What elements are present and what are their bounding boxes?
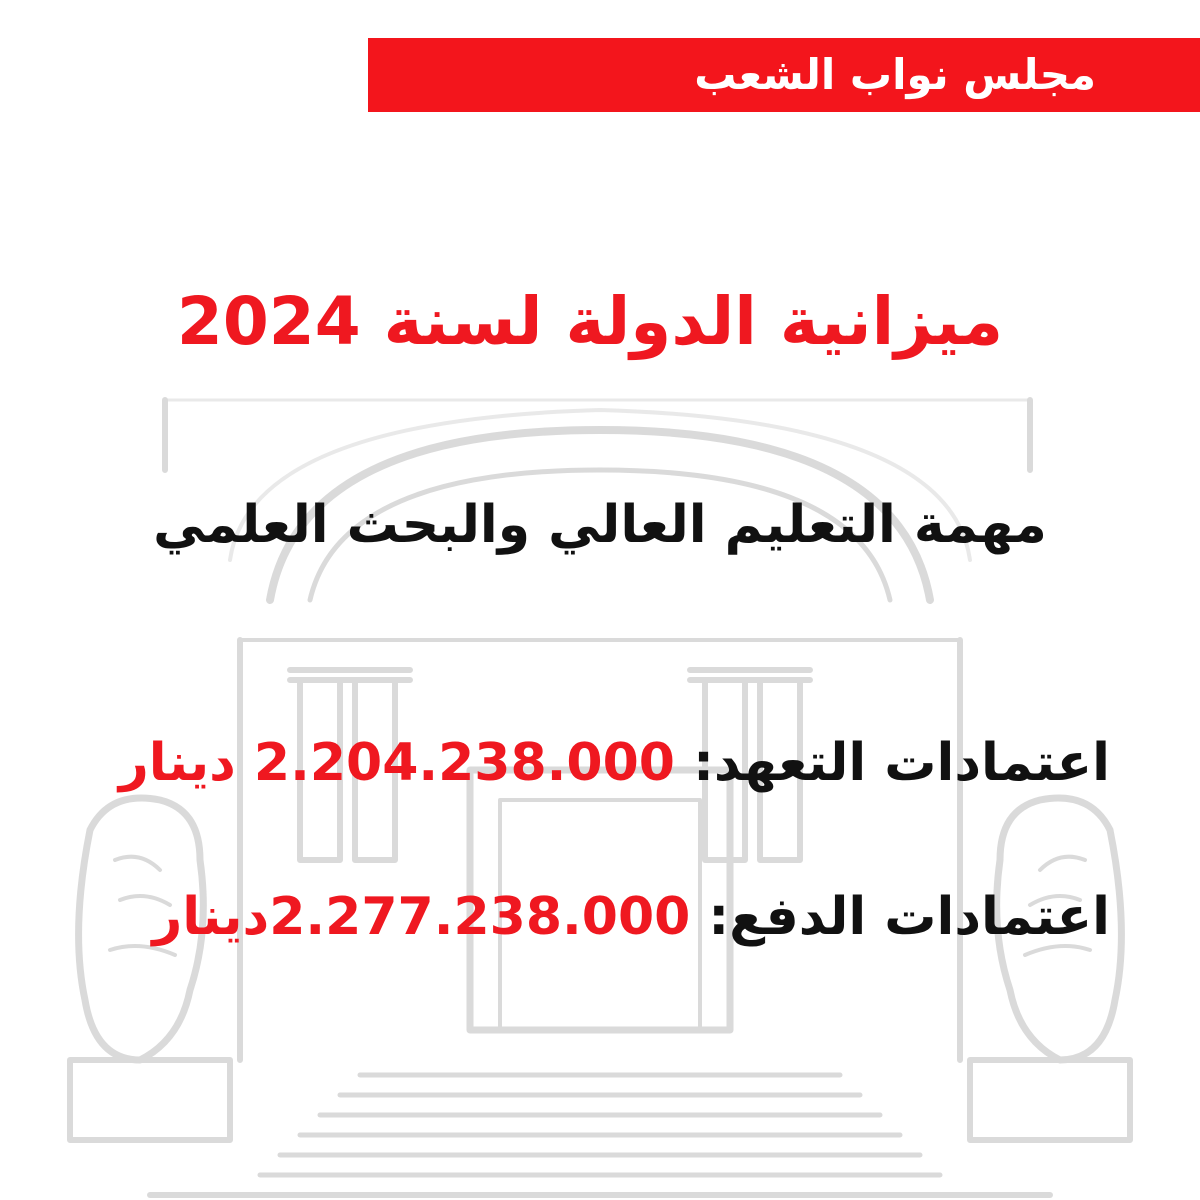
payment-credits-value: 2.277.238.000دينار bbox=[152, 887, 691, 947]
budget-title: ميزانية الدولة لسنة 2024 bbox=[176, 283, 1004, 360]
institution-name: مجلس نواب الشعب bbox=[694, 50, 1096, 99]
mission-title: مهمة التعليم العالي والبحث العلمي bbox=[153, 495, 1047, 555]
commitment-credits-label: اعتمادات التعهد: bbox=[693, 733, 1110, 793]
header-banner bbox=[368, 38, 1200, 112]
commitment-credits-value: 2.204.238.000 دينار bbox=[118, 733, 675, 793]
payment-credits-label: اعتمادات الدفع: bbox=[708, 887, 1110, 947]
payment-credits-line bbox=[152, 872, 1110, 962]
commitment-credits-line bbox=[119, 718, 1110, 808]
